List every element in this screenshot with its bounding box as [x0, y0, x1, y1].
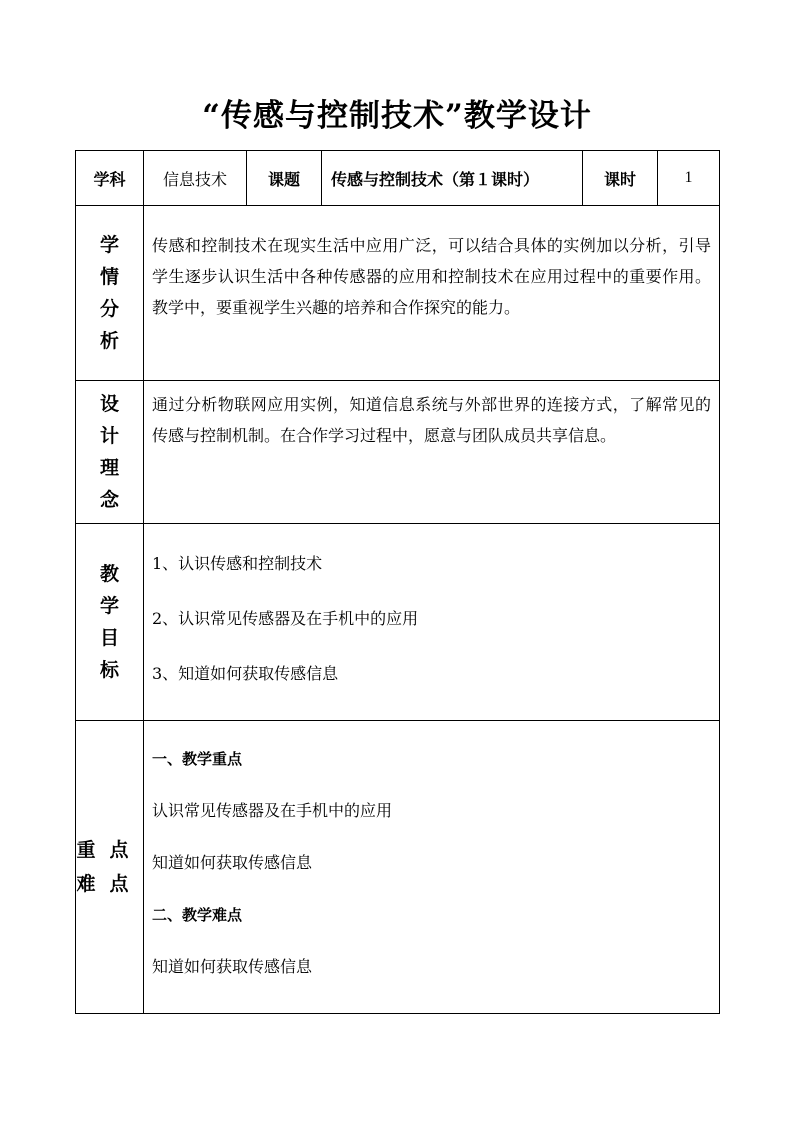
teaching-goals-row	[76, 524, 720, 721]
teaching-goals-content	[144, 524, 720, 721]
label-line: 重点	[76, 839, 143, 861]
hours-value: 1	[658, 151, 720, 206]
label-char: 教	[99, 563, 119, 585]
student-analysis-text: 传感和控制技术在现实生活中应用广泛，可以结合具体的实例加以分析，引导学生逐步认识生活中各种传感器的应用和控制技术在应用过程中的重要作用。教学中，要重视学生兴趣的培养和合作探究的能力。	[152, 236, 711, 317]
label-char: 目	[99, 627, 119, 649]
teaching-goals-label	[76, 524, 144, 721]
label-char: 学	[99, 595, 119, 617]
label-char: 计	[99, 425, 119, 447]
goal-item: 2、认识常见传感器及在手机中的应用	[152, 609, 419, 628]
student-analysis-content	[144, 206, 720, 381]
topic-label: 课题	[247, 151, 322, 206]
subject-label: 学科	[76, 151, 144, 206]
hours-label: 课时	[583, 151, 658, 206]
document-title: “传感与控制技术”教学设计	[202, 98, 592, 134]
design-concept-row	[76, 381, 720, 524]
design-concept-text: 通过分析物联网应用实例，知道信息系统与外部世界的连接方式，了解常见的传感与控制机制。在合作学习过程中，愿意与团队成员共享信息。	[152, 395, 711, 445]
focus-item: 认识常见传感器及在手机中的应用	[152, 801, 393, 820]
label-char: 标	[99, 659, 119, 681]
label-char: 分	[99, 298, 119, 320]
label-line: 难点	[76, 873, 143, 895]
design-concept-label	[76, 381, 144, 524]
student-analysis-row	[76, 206, 720, 381]
student-analysis-label	[76, 206, 144, 381]
topic-value: 传感与控制技术（第１课时）	[322, 151, 583, 206]
focus-item: 知道如何获取传感信息	[152, 853, 313, 872]
goal-item: 1、认识传感和控制技术	[152, 554, 323, 573]
label-char: 学	[99, 234, 119, 256]
key-points-content	[144, 721, 720, 1014]
header-row	[76, 151, 720, 206]
label-char: 设	[99, 393, 119, 415]
label-char: 念	[99, 489, 119, 511]
key-points-label	[76, 721, 144, 1014]
label-char: 理	[99, 457, 119, 479]
subject-value: 信息技术	[144, 151, 247, 206]
goal-item: 3、知道如何获取传感信息	[152, 664, 339, 683]
key-points-row	[76, 721, 720, 1014]
label-char: 情	[99, 266, 119, 288]
lesson-plan-table	[75, 150, 720, 1014]
difficulty-item: 知道如何获取传感信息	[152, 957, 313, 976]
focus-heading: 一、教学重点	[152, 750, 243, 768]
design-concept-content	[144, 381, 720, 524]
label-char: 析	[99, 330, 119, 352]
difficulty-heading: 二、教学难点	[152, 906, 243, 924]
